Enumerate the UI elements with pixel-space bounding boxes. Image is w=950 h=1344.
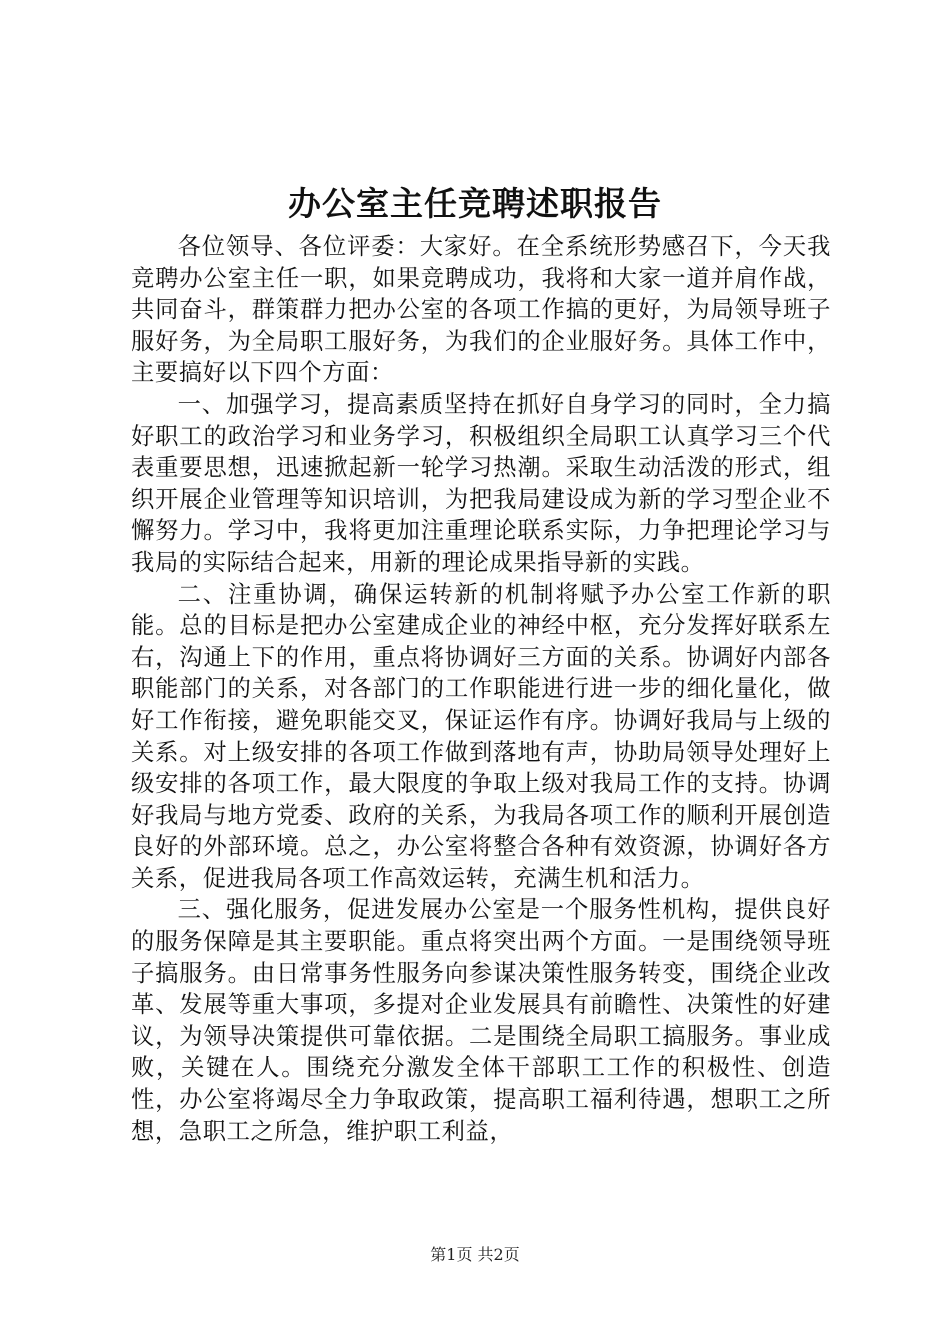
paragraph-section-2: 二、注重协调，确保运转新的机制将赋予办公室工作新的职能。总的目标是把办公室建成企业的神经中枢，充分发挥好联系左右，沟通上下的作用，重点将协调好三方面的关系。协调好内部各职能部门的关系，对各部门的工作职能进行进一步的细化量化，做好工作衔接，避免职能交叉，保证运作有序。协调好我局与上级的关系。对上级安排的各项工作做到落地有声，协助局领导处理好上级安排的各项工作，最大限度的争取上级对我局工作的支持。协调好我局与地方党委、政府的关系，为我局各项工作的顺利开展创造良好的外部环境。总之，办公室将整合各种有效资源，协调好各方关系，促进我局各项工作高效运转，充满生机和活力。 [131,580,831,892]
page-number-footer: 第1页 共2页 [430,1245,520,1264]
paragraph-section-1: 一、加强学习，提高素质坚持在抓好自身学习的同时，全力搞好职工的政治学习和业务学习，积极组织全局职工认真学习三个代表重要思想，迅速掀起新一轮学习热潮。采取生动活泼的形式，组织开展企业管理等知识培训，为把我局建设成为新的学习型企业不懈努力。学习中，我将更加注重理论联系实际，力争把理论学习与我局的实际结合起来，用新的理论成果指导新的实践。 [131,390,831,576]
document-body [131,231,831,1147]
page-title: 办公室主任竞聘述职报告 [288,184,662,223]
paragraph-section-3: 三、强化服务，促进发展办公室是一个服务性机构，提供良好的服务保障是其主要职能。重点将突出两个方面。一是围绕领导班子搞服务。由日常事务性服务向参谋决策性服务转变，围绕企业改革、发展等重大事项，多提对企业发展具有前瞻性、决策性的好建议，为领导决策提供可靠依据。二是围绕全局职工搞服务。事业成败，关键在人。围绕充分激发全体干部职工工作的积极性、创造性，办公室将竭尽全力争取政策，提高职工福利待遇，想职工之所想，急职工之所急，维护职工利益， [131,896,831,1145]
paragraph-intro: 各位领导、各位评委：大家好。在全系统形势感召下，今天我竞聘办公室主任一职，如果竞聘成功，我将和大家一道并肩作战，共同奋斗，群策群力把办公室的各项工作搞的更好，为局领导班子服好务，为全局职工服好务，为我们的企业服好务。具体工作中，主要搞好以下四个方面： [131,233,831,387]
